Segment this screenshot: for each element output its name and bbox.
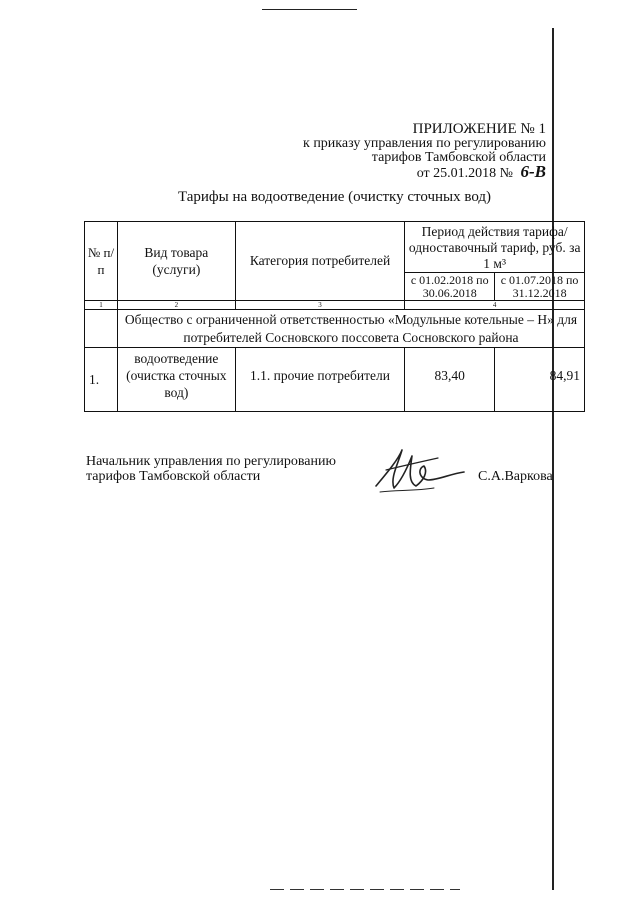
appendix-title: ПРИЛОЖЕНИЕ № 1 [412,121,546,137]
signatory-name: С.А.Варкова [478,469,553,484]
signatory-position [86,454,386,484]
header-num: № п/п [85,222,118,301]
company-name: Общество с ограниченной ответственностью «Модульные котельные – Н» для потребителей Сосновского поссовета Сосновского района [117,310,584,348]
header-product: Вид товара (услуги) [117,222,235,301]
tariffs-table [84,221,585,412]
scan-artifact-bottom [270,889,460,890]
table-row [85,348,585,412]
index-cell: 2 [117,301,235,310]
handwritten-signature [372,444,468,496]
appendix-line-2: тарифов Тамбовской области [371,150,546,165]
header-period: Период действия тарифа/одноставочный тариф, руб. за 1 м³ [405,222,585,273]
row-num: 1. [85,348,118,412]
row-product: водоотведение (очистка сточных вод) [117,348,235,412]
header-period-1: с 01.02.2018 по 30.06.2018 [405,273,495,301]
appendix-line-1: к приказу управления по регулированию [303,136,546,151]
signatory-position-line-2: тарифов Тамбовской области [86,469,261,484]
document-title: Тарифы на водоотведение (очистку сточных вод) [177,189,492,205]
index-cell: 3 [235,301,405,310]
row-tariff-1: 83,40 [405,348,495,412]
appendix-header [206,121,546,181]
index-cell: 1 [85,301,118,310]
appendix-line-3 [206,162,546,181]
header-category: Категория потребителей [235,222,405,301]
company-row-num-cell [85,310,118,348]
scan-artifact-top [262,9,357,10]
signatory-position-line-1: Начальник управления по регулированию [86,454,336,469]
row-category: 1.1. прочие потребители [235,348,405,412]
header-period-2: с 01.07.2018 по 31.12.2018 [495,273,585,301]
index-cell: 4 [405,301,585,310]
scan-artifact-right-edge [552,28,554,890]
row-tariff-2: 84,91 [495,348,585,412]
appendix-date: от 25.01.2018 № [416,166,513,181]
handwritten-order-number: 6-В [520,162,546,181]
